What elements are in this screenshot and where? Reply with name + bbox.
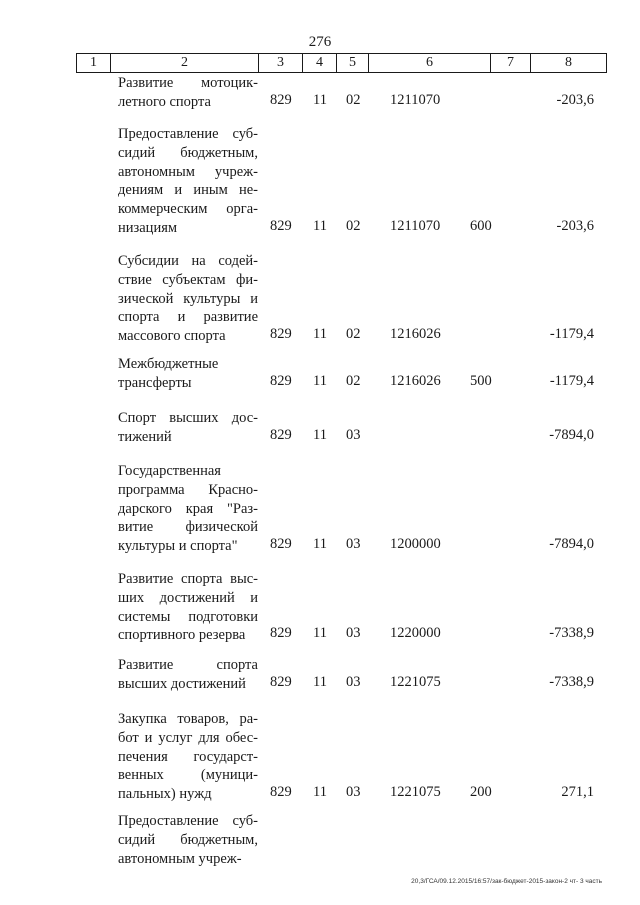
cell-col-4: 11 xyxy=(313,326,327,343)
cell-col-5: 03 xyxy=(346,784,361,801)
description-line: программа Красно- xyxy=(118,481,258,498)
description-line: венных (муници- xyxy=(118,767,258,784)
description-line: культуры и спорта" xyxy=(118,538,238,555)
description-line: дарского края "Раз- xyxy=(118,500,258,517)
cell-col-8: -7338,9 xyxy=(549,673,594,690)
row-description xyxy=(118,812,258,868)
header-col-4: 4 xyxy=(303,54,337,72)
description-line: Предоставление суб- xyxy=(118,126,258,142)
cell-col-5: 02 xyxy=(346,326,361,343)
cell-col-3: 829 xyxy=(270,91,292,108)
cell-col-7: 200 xyxy=(470,784,492,801)
cell-col-5: 02 xyxy=(346,91,361,108)
description-line: трансферты xyxy=(118,374,192,391)
cell-col-3: 829 xyxy=(270,673,292,690)
description-line: сидий бюджетным, xyxy=(118,144,258,161)
cell-col-8: -7894,0 xyxy=(549,536,594,553)
cell-col-7: 500 xyxy=(470,372,492,389)
description-line: спортивного резерва xyxy=(118,627,246,644)
cell-col-4: 11 xyxy=(313,91,327,108)
description-line: ствие субъектам фи- xyxy=(118,271,258,288)
cell-col-5: 03 xyxy=(346,426,361,443)
cell-col-6: 1221075 xyxy=(390,673,441,690)
cell-col-8: -203,6 xyxy=(556,91,594,108)
row-description xyxy=(118,252,258,346)
header-col-6: 6 xyxy=(369,54,491,72)
cell-col-4: 11 xyxy=(313,625,327,642)
header-col-3: 3 xyxy=(259,54,303,72)
description-line: автономным учреж- xyxy=(118,163,258,180)
description-line: тижений xyxy=(118,428,172,445)
description-line: летного спорта xyxy=(118,93,211,110)
row-description xyxy=(118,74,258,112)
table-header xyxy=(76,53,607,73)
cell-col-8: -7894,0 xyxy=(549,426,594,443)
row-description xyxy=(118,409,258,447)
description-line: Предоставление суб- xyxy=(118,813,258,829)
description-line: пальных) нужд xyxy=(118,786,212,803)
cell-col-4: 11 xyxy=(313,536,327,553)
description-line: Развитие спорта выс- xyxy=(118,571,258,587)
cell-col-8: -7338,9 xyxy=(549,625,594,642)
cell-col-3: 829 xyxy=(270,625,292,642)
row-description xyxy=(118,355,258,393)
cell-col-6: 1216026 xyxy=(390,372,441,389)
cell-col-3: 829 xyxy=(270,326,292,343)
description-line: Развитие мотоцик- xyxy=(118,75,258,91)
cell-col-8: 271,1 xyxy=(561,784,594,801)
cell-col-8: -1179,4 xyxy=(549,326,594,343)
description-line: Субсидии на содей- xyxy=(118,253,258,269)
description-line: сидий бюджетным, xyxy=(118,831,258,848)
page-number: 276 xyxy=(308,34,332,50)
cell-col-4: 11 xyxy=(313,673,327,690)
description-line: Государственная xyxy=(118,463,221,479)
cell-col-5: 02 xyxy=(346,372,361,389)
row-description xyxy=(118,570,258,645)
cell-col-4: 11 xyxy=(313,218,327,234)
cell-col-3: 829 xyxy=(270,218,292,234)
description-line: печения государст- xyxy=(118,748,258,765)
header-col-8: 8 xyxy=(565,55,572,70)
cell-col-5: 02 xyxy=(346,218,361,234)
description-line: дениям и иным не- xyxy=(118,182,258,199)
header-col-1: 1 xyxy=(77,54,111,72)
cell-col-8: -203,6 xyxy=(556,218,594,234)
description-line: системы подготовки xyxy=(118,608,258,625)
cell-col-5: 03 xyxy=(346,536,361,553)
cell-col-3: 829 xyxy=(270,536,292,553)
cell-col-6: 1220000 xyxy=(390,625,441,642)
description-line: коммерческим орга- xyxy=(118,201,258,218)
cell-col-3: 829 xyxy=(270,784,292,801)
description-line: зической культуры и xyxy=(118,290,258,307)
cell-col-6: 1200000 xyxy=(390,536,441,553)
row-description xyxy=(118,462,258,556)
description-line: низациям xyxy=(118,219,178,236)
description-line: автономным учреж- xyxy=(118,850,242,867)
cell-col-6: 1216026 xyxy=(390,326,441,343)
description-line: Спорт высших дос- xyxy=(118,410,258,426)
cell-col-4: 11 xyxy=(313,426,327,443)
description-line: ших достижений и xyxy=(118,589,258,606)
cell-col-5: 03 xyxy=(346,673,361,690)
cell-col-3: 829 xyxy=(270,426,292,443)
cell-col-5: 03 xyxy=(346,625,361,642)
description-line: спорта и развитие xyxy=(118,309,258,326)
description-line: витие физической xyxy=(118,519,258,536)
cell-col-8: -1179,4 xyxy=(549,372,594,389)
cell-col-7: 600 xyxy=(470,218,492,234)
header-col-7: 7 xyxy=(491,54,531,72)
cell-col-3: 829 xyxy=(270,372,292,389)
cell-col-4: 11 xyxy=(313,372,327,389)
header-col-2: 2 xyxy=(111,54,259,72)
row-description xyxy=(118,656,258,694)
description-line: массового спорта xyxy=(118,328,226,345)
header-col-5: 5 xyxy=(337,54,369,72)
footer-reference: 20,3/ГСА/09.12.2015/16:57/зак-бюджет-2015-закон-2 чт- 3 часть xyxy=(411,878,602,885)
cell-col-6: 1221075 xyxy=(390,784,441,801)
description-line: высших достижений xyxy=(118,675,246,692)
cell-col-4: 11 xyxy=(313,784,327,801)
description-line: Закупка товаров, ра- xyxy=(118,711,258,727)
cell-col-6: 1211070 xyxy=(390,91,441,108)
cell-col-6: 1211070 xyxy=(390,218,441,234)
description-line: Межбюджетные xyxy=(118,356,219,372)
row-description xyxy=(118,125,258,238)
description-line: Развитие спорта xyxy=(118,657,258,673)
row-description xyxy=(118,710,258,804)
description-line: бот и услуг для обес- xyxy=(118,729,258,746)
